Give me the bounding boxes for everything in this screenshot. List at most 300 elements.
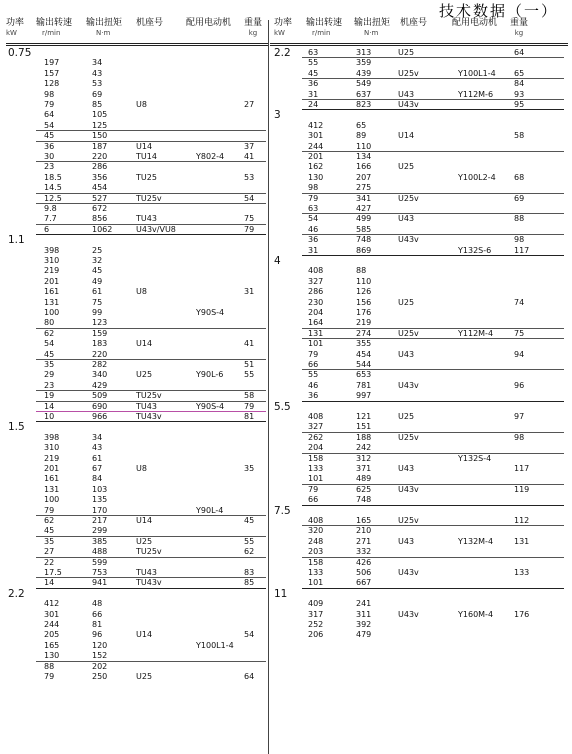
torque-cell: 159 (92, 328, 108, 338)
torque-cell: 25 (92, 245, 103, 255)
spec-row (6, 152, 268, 162)
torque-cell: 625 (356, 484, 372, 494)
spec-row (270, 79, 568, 89)
torque-cell: 781 (356, 380, 372, 390)
frame-cell: U43 (398, 349, 415, 359)
spec-row (6, 79, 268, 89)
torque-cell: 479 (356, 630, 372, 640)
torque-cell: 274 (356, 328, 372, 338)
frame-cell: U8 (136, 287, 147, 297)
speed-cell: 197 (44, 58, 60, 68)
speed-cell: 158 (308, 557, 324, 567)
spec-row (270, 173, 568, 183)
speed-cell: 398 (44, 432, 60, 442)
torque-cell: 34 (92, 58, 103, 68)
weight-cell: 27 (244, 100, 255, 109)
torque-cell: 426 (356, 557, 372, 567)
spec-row (6, 329, 268, 339)
motor-cell: Y132M-4 (458, 536, 494, 546)
torque-cell: 220 (92, 349, 108, 359)
torque-cell: 61 (92, 453, 103, 463)
torque-cell: 392 (356, 620, 372, 629)
torque-cell: 499 (356, 214, 372, 224)
speed-cell: 128 (44, 79, 60, 89)
spec-row (6, 610, 268, 620)
speed-cell: 412 (308, 120, 324, 130)
power-heading-row (6, 48, 268, 58)
weight-cell: 83 (244, 568, 255, 577)
frame-cell: TU25v (136, 547, 162, 557)
spec-row (270, 48, 568, 58)
speed-cell: 409 (308, 599, 324, 609)
speed-cell: 98 (44, 89, 55, 99)
torque-cell: 75 (92, 297, 103, 307)
torque-cell: 599 (92, 557, 108, 567)
weight-cell: 79 (244, 401, 255, 411)
speed-cell: 31 (308, 245, 319, 255)
speed-cell: 79 (44, 100, 55, 109)
spec-row (6, 578, 268, 588)
spec-row (6, 110, 268, 120)
spec-row (270, 162, 568, 172)
spec-row (6, 630, 268, 640)
frame-cell: TU43v (136, 412, 162, 421)
weight-cell: 112 (514, 516, 530, 525)
speed-cell: 162 (308, 162, 324, 172)
speed-cell: 14 (44, 578, 55, 588)
column-divider (268, 20, 269, 754)
spec-row (270, 142, 568, 152)
spec-row (270, 204, 568, 214)
frame-cell: U8 (136, 464, 147, 473)
speed-cell: 244 (44, 620, 60, 629)
speed-cell: 100 (44, 308, 60, 317)
spec-row (6, 547, 268, 557)
speed-cell: 63 (308, 204, 319, 213)
frame-cell: U14 (136, 339, 153, 349)
spec-row (270, 298, 568, 308)
spec-row (6, 506, 268, 516)
speed-cell: 6 (44, 224, 50, 234)
weight-cell: 62 (244, 547, 255, 557)
spec-row (270, 329, 568, 339)
spec-row (6, 183, 268, 193)
speed-cell: 23 (44, 162, 55, 172)
torque-cell: 125 (92, 120, 108, 130)
torque-cell: 439 (356, 68, 372, 78)
speed-cell: 130 (44, 651, 60, 661)
speed-cell: 262 (308, 432, 324, 442)
speed-cell: 12.5 (44, 193, 62, 203)
header-weight: 重量 kg (510, 18, 529, 37)
spec-row (6, 214, 268, 224)
weight-cell: 119 (514, 484, 530, 494)
speed-cell: 248 (308, 536, 324, 546)
torque-cell: 152 (92, 651, 108, 661)
torque-cell: 207 (356, 172, 372, 182)
speed-cell: 327 (308, 422, 324, 432)
torque-cell: 34 (92, 432, 103, 442)
torque-cell: 123 (92, 318, 108, 328)
torque-cell: 672 (92, 204, 108, 213)
torque-cell: 941 (92, 578, 108, 588)
spec-row (270, 433, 568, 443)
spec-row (270, 194, 568, 204)
speed-cell: 408 (308, 412, 324, 421)
torque-cell: 85 (92, 100, 103, 109)
power-cell: 7.5 (274, 504, 291, 517)
header-weight: 重量 kg (244, 18, 263, 37)
frame-cell: U25 (398, 162, 415, 172)
spec-row (6, 474, 268, 484)
torque-cell: 121 (356, 412, 372, 421)
spec-row (270, 599, 568, 609)
motor-cell: Y90L-4 (196, 505, 224, 515)
spec-row (270, 360, 568, 370)
header-power: 功率 kW (274, 18, 293, 37)
motor-cell: Y90S-4 (196, 401, 225, 411)
torque-cell: 187 (92, 141, 108, 151)
spec-row (270, 235, 568, 245)
spec-row (270, 370, 568, 380)
weight-cell: 75 (514, 328, 525, 338)
speed-cell: 54 (44, 120, 55, 130)
speed-cell: 17.5 (44, 568, 62, 577)
weight-cell: 55 (244, 536, 255, 546)
weight-cell: 75 (244, 214, 255, 224)
torque-cell: 753 (92, 568, 108, 577)
speed-cell: 327 (308, 276, 324, 286)
weight-cell: 79 (244, 224, 255, 234)
torque-cell: 88 (356, 266, 367, 276)
header-frame: 机座号 (400, 18, 428, 28)
speed-cell: 45 (44, 349, 55, 359)
speed-cell: 204 (308, 443, 324, 453)
spec-row (270, 578, 568, 588)
torque-cell: 96 (92, 630, 103, 640)
speed-cell: 62 (44, 516, 55, 525)
spec-row (270, 58, 568, 68)
weight-cell: 69 (514, 193, 525, 203)
frame-cell: U43v (398, 100, 419, 109)
torque-cell: 99 (92, 308, 103, 317)
speed-cell: 79 (44, 672, 55, 681)
weight-cell: 31 (244, 287, 255, 297)
weight-cell: 133 (514, 568, 530, 577)
frame-cell: TU43 (136, 401, 157, 411)
spec-row (270, 318, 568, 328)
weight-cell: 94 (514, 349, 525, 359)
speed-cell: 27 (44, 547, 55, 557)
torque-cell: 748 (356, 235, 372, 245)
frame-cell: U14 (398, 131, 415, 141)
torque-cell: 45 (92, 266, 103, 276)
torque-cell: 134 (356, 152, 372, 161)
spec-row (270, 214, 568, 224)
header-speed: 输出转速 r/min (36, 18, 73, 37)
spec-row (6, 620, 268, 630)
motor-cell: Y132S-6 (458, 245, 492, 255)
spec-row (6, 381, 268, 391)
speed-cell: 36 (308, 79, 319, 89)
spec-row (270, 464, 568, 474)
torque-cell: 637 (356, 89, 372, 99)
spec-row (270, 516, 568, 526)
torque-cell: 49 (92, 276, 103, 286)
spec-row (6, 266, 268, 276)
power-heading-row (6, 235, 268, 245)
header-speed: 输出转速 r/min (306, 18, 343, 37)
spec-row (270, 391, 568, 401)
weight-cell: 64 (244, 672, 255, 681)
speed-cell: 31 (308, 89, 319, 99)
spec-row (6, 433, 268, 443)
torque-cell: 1062 (92, 224, 113, 234)
motor-cell: Y112M-4 (458, 328, 494, 338)
frame-cell: U14 (136, 141, 153, 151)
spec-row (6, 370, 268, 380)
torque-cell: 748 (356, 495, 372, 505)
torque-cell: 220 (92, 152, 108, 161)
power-cell: 1.5 (8, 421, 25, 434)
spec-row (270, 90, 568, 100)
motor-cell: Y100L2-4 (458, 172, 496, 182)
frame-cell: TU25v (136, 391, 162, 401)
torque-cell: 371 (356, 464, 372, 473)
header-motor: 配用电动机 (452, 18, 498, 28)
frame-cell: U43v (398, 568, 419, 577)
torque-cell: 151 (356, 422, 372, 432)
spec-row (270, 339, 568, 349)
frame-cell: U25v (398, 68, 419, 78)
speed-cell: 55 (308, 58, 319, 68)
weight-cell: 84 (514, 79, 525, 89)
spec-row (6, 495, 268, 505)
frame-cell: U25v (398, 432, 419, 442)
header-torque: 输出扭矩 N·m (86, 18, 123, 37)
spec-row (270, 443, 568, 453)
speed-cell: 157 (44, 68, 60, 78)
weight-cell: 117 (514, 245, 530, 255)
frame-cell: U25 (398, 412, 415, 421)
speed-cell: 55 (308, 370, 319, 380)
speed-cell: 10 (44, 412, 55, 421)
frame-cell: U8 (136, 100, 147, 109)
spec-row (6, 464, 268, 474)
frame-cell: TU14 (136, 152, 157, 161)
speed-cell: 164 (308, 318, 324, 328)
speed-cell: 408 (308, 266, 324, 276)
torque-cell: 183 (92, 339, 108, 349)
spec-row (270, 287, 568, 297)
spec-row (6, 142, 268, 152)
speed-cell: 46 (308, 380, 319, 390)
speed-cell: 24 (308, 100, 319, 109)
speed-cell: 18.5 (44, 172, 62, 182)
spec-row (6, 412, 268, 422)
frame-cell: U14 (136, 516, 153, 525)
speed-cell: 98 (308, 183, 319, 193)
speed-cell: 66 (308, 495, 319, 505)
spec-row (270, 225, 568, 235)
speed-cell: 79 (44, 505, 55, 515)
frame-cell: U43 (398, 89, 415, 99)
speed-cell: 30 (44, 152, 55, 161)
speed-cell: 408 (308, 516, 324, 525)
torque-cell: 271 (356, 536, 372, 546)
motor-cell: Y112M-6 (458, 89, 494, 99)
torque-cell: 32 (92, 256, 103, 265)
spec-row (6, 641, 268, 651)
torque-cell: 81 (92, 620, 103, 629)
speed-cell: 101 (308, 578, 324, 588)
weight-cell: 51 (244, 360, 255, 369)
weight-cell: 58 (514, 131, 525, 141)
weight-cell: 41 (244, 339, 255, 349)
spec-row (6, 287, 268, 297)
spec-row (270, 422, 568, 432)
torque-cell: 48 (92, 599, 103, 609)
header-motor: 配用电动机 (186, 18, 232, 28)
torque-cell: 84 (92, 474, 103, 484)
torque-cell: 69 (92, 89, 103, 99)
spec-row (6, 58, 268, 68)
spec-row (270, 69, 568, 79)
speed-cell: 161 (44, 287, 60, 297)
speed-cell: 158 (308, 453, 324, 463)
speed-cell: 244 (308, 141, 324, 151)
spec-row (270, 308, 568, 318)
torque-cell: 509 (92, 391, 108, 401)
spec-row (270, 495, 568, 505)
speed-cell: 310 (44, 256, 60, 265)
speed-cell: 165 (44, 640, 60, 650)
spec-row (6, 339, 268, 349)
motor-cell: Y90S-4 (196, 308, 225, 317)
power-cell: 11 (274, 587, 288, 600)
speed-cell: 23 (44, 380, 55, 390)
weight-cell: 81 (244, 412, 255, 421)
spec-row (270, 121, 568, 131)
torque-cell: 67 (92, 464, 103, 473)
weight-cell: 55 (244, 370, 255, 380)
speed-cell: 201 (44, 276, 60, 286)
spec-row (6, 360, 268, 370)
speed-cell: 9.8 (44, 204, 57, 213)
speed-cell: 219 (44, 266, 60, 276)
speed-cell: 201 (308, 152, 324, 161)
spec-row (6, 246, 268, 256)
torque-cell: 823 (356, 100, 372, 109)
spec-row (6, 537, 268, 547)
weight-cell: 37 (244, 141, 255, 151)
speed-cell: 301 (308, 131, 324, 141)
motor-cell: Y132S-4 (458, 453, 492, 463)
torque-cell: 427 (356, 204, 372, 213)
torque-cell: 549 (356, 79, 372, 89)
speed-cell: 62 (44, 328, 55, 338)
spec-row (6, 204, 268, 214)
speed-cell: 301 (44, 609, 60, 619)
frame-cell: U25v (398, 516, 419, 525)
spec-row (270, 350, 568, 360)
weight-cell: 45 (244, 516, 255, 525)
spec-row (6, 599, 268, 609)
power-cell: 1.1 (8, 234, 25, 247)
spec-row (270, 620, 568, 630)
frame-cell: U43 (398, 536, 415, 546)
spec-row (6, 318, 268, 328)
frame-cell: U25 (136, 536, 153, 546)
torque-cell: 126 (356, 287, 372, 297)
weight-cell: 68 (514, 172, 525, 182)
torque-cell: 66 (92, 609, 103, 619)
frame-cell: U25 (136, 370, 153, 380)
torque-cell: 355 (356, 339, 372, 349)
weight-cell: 97 (514, 412, 525, 421)
spec-row (6, 516, 268, 526)
spec-row (6, 225, 268, 235)
spec-row (270, 474, 568, 484)
torque-cell: 997 (356, 391, 372, 401)
frame-cell: TU43 (136, 568, 157, 577)
speed-cell: 79 (308, 349, 319, 359)
torque-cell: 241 (356, 599, 372, 609)
spec-row (270, 558, 568, 568)
weight-cell: 176 (514, 609, 530, 619)
torque-cell: 489 (356, 474, 372, 484)
speed-cell: 45 (44, 131, 55, 141)
weight-cell: 96 (514, 380, 525, 390)
weight-cell: 41 (244, 152, 255, 161)
frame-cell: TU43v (136, 578, 162, 588)
torque-cell: 340 (92, 370, 108, 380)
speed-cell: 161 (44, 474, 60, 484)
power-heading-row (6, 589, 268, 599)
spec-row (6, 121, 268, 131)
speed-cell: 252 (308, 620, 324, 629)
torque-cell: 150 (92, 131, 108, 141)
torque-cell: 544 (356, 360, 372, 369)
frame-cell: U43v/VU8 (136, 224, 176, 234)
speed-cell: 88 (44, 661, 55, 671)
frame-cell: U43v (398, 609, 419, 619)
speed-cell: 101 (308, 474, 324, 484)
header-torque: 输出扭矩 N·m (354, 18, 391, 37)
torque-cell: 429 (92, 380, 108, 390)
speed-cell: 131 (44, 297, 60, 307)
weight-cell: 64 (514, 48, 525, 57)
torque-cell: 856 (92, 214, 108, 224)
frame-cell: U43v (398, 235, 419, 245)
motor-cell: Y100L1-4 (196, 640, 234, 650)
speed-cell: 29 (44, 370, 55, 380)
spec-row (6, 256, 268, 266)
speed-cell: 45 (308, 68, 319, 78)
speed-cell: 286 (308, 287, 324, 297)
speed-cell: 14 (44, 401, 55, 411)
spec-row (6, 298, 268, 308)
frame-cell: U25v (398, 193, 419, 203)
speed-cell: 100 (44, 495, 60, 505)
frame-cell: TU25v (136, 193, 162, 203)
torque-cell: 313 (356, 48, 372, 57)
speed-cell: 45 (44, 526, 55, 536)
spec-row (270, 131, 568, 141)
spec-row (6, 558, 268, 568)
frame-cell: U14 (136, 630, 153, 640)
motor-cell: Y90L-6 (196, 370, 224, 380)
